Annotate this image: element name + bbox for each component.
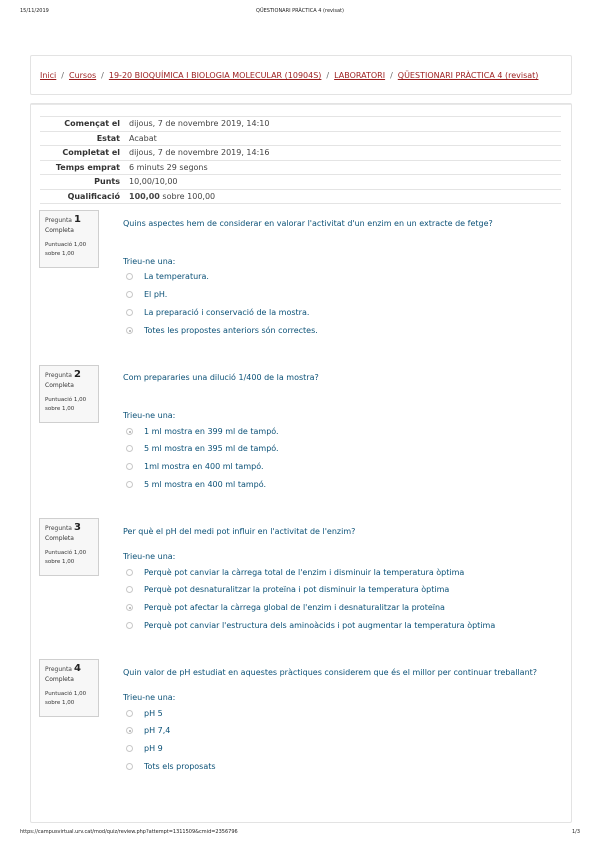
breadcrumb-separator: / xyxy=(390,71,393,80)
question-state: Completa xyxy=(45,382,74,389)
question-info-2 xyxy=(39,365,99,423)
answer-option-label: Perquè pot canviar la càrrega total de l'enzim i disminuir la temperatura òptima xyxy=(144,568,465,577)
summary-row xyxy=(40,117,561,132)
radio-button[interactable] xyxy=(126,463,133,470)
summary-value-completed: dijous, 7 de novembre 2019, 14:16 xyxy=(125,146,561,161)
question-text-1: Quins aspectes hem de considerar en valorar l'activitat d'un enzim en un extracte de fetge? xyxy=(123,219,493,228)
summary-value-marks: 10,00/10,00 xyxy=(125,175,561,190)
grade-value: 100,00 xyxy=(129,191,160,201)
radio-button[interactable] xyxy=(126,445,133,452)
grade-out-of: sobre 100,00 xyxy=(162,191,216,201)
summary-value-grade xyxy=(125,189,561,204)
answer-prompt: Trieu-ne una: xyxy=(123,411,176,420)
question-state: Completa xyxy=(45,535,74,542)
answer-option-label: pH 7,4 xyxy=(144,726,171,735)
question-text-3: Per què el pH del medi pot influir en l'activitat de l'enzim? xyxy=(123,527,356,536)
breadcrumb-separator: / xyxy=(101,71,104,80)
quiz-review-panel xyxy=(30,103,572,823)
question-number: Pregunta 2 xyxy=(45,369,81,380)
radio-button[interactable] xyxy=(126,569,133,576)
answer-option-label: La temperatura. xyxy=(144,272,209,281)
summary-label-state: Estat xyxy=(40,131,125,146)
summary-row xyxy=(40,146,561,161)
answer-option-label: Perquè pot afectar la càrrega global de l'enzim i desnaturalitzar la proteïna xyxy=(144,603,445,612)
answer-prompt: Trieu-ne una: xyxy=(123,552,176,561)
print-title: QÜESTIONARI PRÀCTICA 4 (revisat) xyxy=(256,8,344,14)
question-points: Puntuació 1,00 sobre 1,00 xyxy=(45,550,87,565)
summary-row xyxy=(40,175,561,190)
print-footer xyxy=(20,829,580,839)
breadcrumb-separator: / xyxy=(61,71,64,80)
radio-button[interactable] xyxy=(126,622,133,629)
radio-button[interactable] xyxy=(126,710,133,717)
question-number: Pregunta 3 xyxy=(45,522,81,533)
answer-option-label: El pH. xyxy=(144,290,168,299)
breadcrumb-section-link[interactable]: LABORATORI xyxy=(334,71,386,80)
breadcrumb-home-link[interactable]: Inici xyxy=(40,71,57,80)
answer-option-label: pH 9 xyxy=(144,744,163,753)
answer-prompt: Trieu-ne una: xyxy=(123,693,176,702)
radio-button-selected[interactable] xyxy=(126,727,133,734)
answer-option-label: 5 ml mostra en 395 ml de tampó. xyxy=(144,444,279,453)
print-date: 15/11/2019 xyxy=(20,8,49,14)
answer-option-label: Totes les propostes anteriors són correctes. xyxy=(144,326,318,335)
summary-value-state: Acabat xyxy=(125,131,561,146)
question-state: Completa xyxy=(45,676,74,683)
breadcrumb-quiz-link[interactable]: QÜESTIONARI PRÀCTICA 4 (revisat) xyxy=(397,71,539,80)
question-points: Puntuació 1,00 sobre 1,00 xyxy=(45,691,87,706)
radio-button[interactable] xyxy=(126,481,133,488)
breadcrumb-separator: / xyxy=(326,71,330,80)
question-points: Puntuació 1,00 sobre 1,00 xyxy=(45,242,87,257)
radio-button-selected[interactable] xyxy=(126,327,133,334)
summary-label-started: Començat el xyxy=(40,117,125,132)
question-info-4 xyxy=(39,659,99,717)
summary-value-started: dijous, 7 de novembre 2019, 14:10 xyxy=(125,117,561,132)
question-points: Puntuació 1,00 sobre 1,00 xyxy=(45,397,87,412)
attempt-summary-table xyxy=(40,116,561,204)
answer-option-label: Perquè pot desnaturalitzar la proteïna i pot disminuir la temperatura òptima xyxy=(144,585,450,594)
summary-label-completed: Completat el xyxy=(40,146,125,161)
answer-option-label: 1ml mostra en 400 ml tampó. xyxy=(144,462,264,471)
summary-value-time-taken: 6 minuts 29 segons xyxy=(125,160,561,175)
radio-button[interactable] xyxy=(126,309,133,316)
breadcrumb xyxy=(40,71,538,80)
answer-option-label: La preparació i conservació de la mostra. xyxy=(144,308,310,317)
question-text-4: Quin valor de pH estudiat en aquestes pràctiques considerem que és el millor per continuar treballant? xyxy=(123,668,538,677)
question-info-1 xyxy=(39,210,99,268)
print-url: https://campusvirtual.urv.cat/mod/quiz/review.php?attempt=1311509&cmid=2356796 xyxy=(20,829,238,835)
question-info-3 xyxy=(39,518,99,576)
summary-label-time-taken: Temps emprat xyxy=(40,160,125,175)
print-page-number: 1/3 xyxy=(571,829,580,835)
radio-button[interactable] xyxy=(126,763,133,770)
answer-prompt: Trieu-ne una: xyxy=(123,257,176,266)
print-header xyxy=(20,8,580,18)
answer-option-label: pH 5 xyxy=(144,709,163,718)
question-text-2: Com prepararies una dilució 1/400 de la mostra? xyxy=(123,373,319,382)
breadcrumb-panel xyxy=(30,55,572,95)
answer-option-label: 1 ml mostra en 399 ml de tampó. xyxy=(144,427,279,436)
radio-button[interactable] xyxy=(126,586,133,593)
breadcrumb-course-link[interactable]: 19-20 BIOQUÍMICA I BIOLOGIA MOLECULAR (10904S) xyxy=(108,71,322,80)
summary-row xyxy=(40,160,561,175)
summary-row xyxy=(40,131,561,146)
question-number: Pregunta 1 xyxy=(45,214,81,225)
summary-label-grade: Qualificació xyxy=(40,189,125,204)
question-number: Pregunta 4 xyxy=(45,663,81,674)
question-state: Completa xyxy=(45,227,74,234)
answer-option-label: Perquè pot canviar l'estructura dels aminoàcids i pot augmentar la temperatura òptima xyxy=(144,621,496,630)
radio-button[interactable] xyxy=(126,291,133,298)
answer-option-label: Tots els proposats xyxy=(144,762,216,771)
radio-button[interactable] xyxy=(126,273,133,280)
radio-button-selected[interactable] xyxy=(126,428,133,435)
summary-row xyxy=(40,189,561,204)
radio-button-selected[interactable] xyxy=(126,604,133,611)
radio-button[interactable] xyxy=(126,745,133,752)
summary-label-marks: Punts xyxy=(40,175,125,190)
answer-option-label: 5 ml mostra en 400 ml tampó. xyxy=(144,480,267,489)
breadcrumb-courses-link[interactable]: Cursos xyxy=(68,71,97,80)
